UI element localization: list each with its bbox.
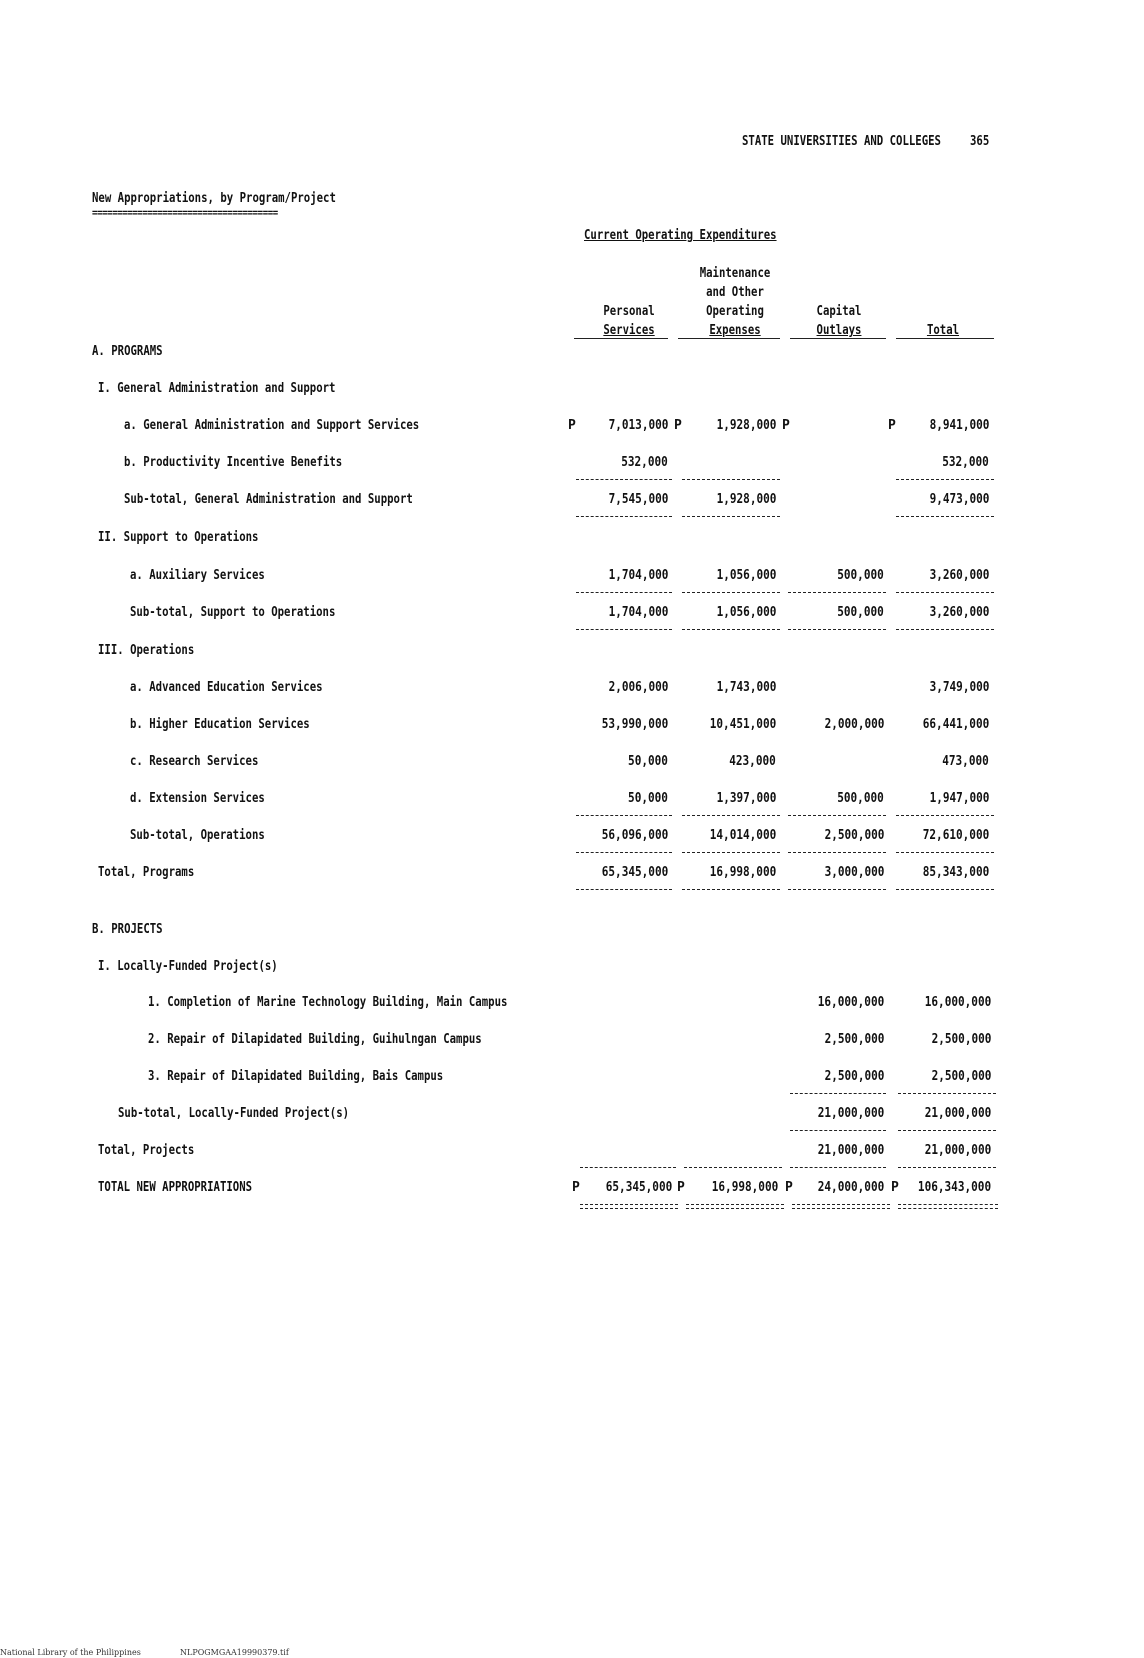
- ops-sub-ps: 56,096,000: [601, 828, 668, 843]
- lfp-sub-co: 21,000,000: [817, 1106, 884, 1121]
- gas-sub-ps: 7,545,000: [608, 492, 668, 507]
- gas-b-label: b. Productivity Incentive Benefits: [124, 455, 343, 470]
- col-mooe-l2: and Other: [706, 285, 764, 300]
- footer-file-id: NLPOGMGAA19990379.tif: [180, 1648, 289, 1657]
- gas-b-total: 532,000: [942, 455, 989, 470]
- project-1-label: 1. Completion of Marine Technology Building, Main Campus: [148, 995, 508, 1010]
- peso-sign: P: [572, 1180, 580, 1195]
- sto-a-co: 500,000: [837, 568, 884, 583]
- col-personal-services-l2: Services: [603, 323, 655, 338]
- col-mooe-l3: Operating: [706, 304, 764, 319]
- ops-b-label: b. Higher Education Services: [130, 717, 310, 732]
- project-3-total: 2,500,000: [931, 1069, 991, 1084]
- col-capital-outlays-l1: Capital: [816, 304, 862, 319]
- ops-c-label: c. Research Services: [130, 754, 259, 769]
- peso-sign: P: [888, 418, 896, 433]
- projects-total-label: Total, Projects: [98, 1143, 195, 1158]
- programs-total-ps: 65,345,000: [601, 865, 668, 880]
- gas-a-ps: 7,013,000: [608, 418, 668, 433]
- sto-sub-label: Sub-total, Support to Operations: [130, 605, 336, 620]
- programs-total-total: 85,343,000: [922, 865, 989, 880]
- page-number: 365: [970, 134, 990, 149]
- gas-sub-mooe: 1,928,000: [716, 492, 776, 507]
- col-mooe-l1: Maintenance: [699, 266, 771, 281]
- sto-a-mooe: 1,056,000: [716, 568, 776, 583]
- ops-d-total: 1,947,000: [929, 791, 989, 806]
- grand-total-ps: 65,345,000: [605, 1180, 672, 1195]
- peso-sign: P: [568, 418, 576, 433]
- lfp-label: I. Locally-Funded Project(s): [98, 959, 278, 974]
- peso-sign: P: [674, 418, 682, 433]
- ops-c-ps: 50,000: [628, 754, 668, 769]
- sto-sub-total: 3,260,000: [929, 605, 989, 620]
- ops-label: III. Operations: [98, 643, 195, 658]
- col-mooe-l4: Expenses: [709, 323, 761, 338]
- gas-b-ps: 532,000: [621, 455, 668, 470]
- programs-total-label: Total, Programs: [98, 865, 195, 880]
- programs-total-co: 3,000,000: [824, 865, 884, 880]
- project-2-total: 2,500,000: [931, 1032, 991, 1047]
- sto-a-label: a. Auxiliary Services: [130, 568, 265, 583]
- ops-d-label: d. Extension Services: [130, 791, 265, 806]
- gas-sub-total: 9,473,000: [929, 492, 989, 507]
- col-personal-services-l1: Personal: [603, 304, 655, 319]
- ops-b-co: 2,000,000: [824, 717, 884, 732]
- ops-a-label: a. Advanced Education Services: [130, 680, 323, 695]
- ops-c-mooe: 423,000: [729, 754, 776, 769]
- programs-total-mooe: 16,998,000: [709, 865, 776, 880]
- grand-total-total: 106,343,000: [917, 1180, 991, 1195]
- project-3-co: 2,500,000: [824, 1069, 884, 1084]
- peso-sign: P: [785, 1180, 793, 1195]
- ops-d-co: 500,000: [837, 791, 884, 806]
- project-3-label: 3. Repair of Dilapidated Building, Bais Campus: [148, 1069, 444, 1084]
- ops-sub-label: Sub-total, Operations: [130, 828, 265, 843]
- sto-sub-mooe: 1,056,000: [716, 605, 776, 620]
- project-2-co: 2,500,000: [824, 1032, 884, 1047]
- grand-total-label: TOTAL NEW APPROPRIATIONS: [98, 1180, 253, 1195]
- lfp-sub-total: 21,000,000: [924, 1106, 991, 1121]
- ops-d-mooe: 1,397,000: [716, 791, 776, 806]
- project-2-label: 2. Repair of Dilapidated Building, Guihulngan Campus: [148, 1032, 482, 1047]
- ops-sub-co: 2,500,000: [824, 828, 884, 843]
- projects-heading: B. PROJECTS: [92, 922, 163, 937]
- projects-total-total: 21,000,000: [924, 1143, 991, 1158]
- gas-label: I. General Administration and Support: [98, 381, 336, 396]
- programs-heading: A. PROGRAMS: [92, 344, 163, 359]
- ops-d-ps: 50,000: [628, 791, 668, 806]
- sto-a-ps: 1,704,000: [608, 568, 668, 583]
- gas-a-total: 8,941,000: [929, 418, 989, 433]
- projects-total-co: 21,000,000: [817, 1143, 884, 1158]
- sto-a-total: 3,260,000: [929, 568, 989, 583]
- column-group-header: Current Operating Expenditures: [584, 228, 777, 243]
- grand-total-mooe: 16,998,000: [711, 1180, 778, 1195]
- project-1-total: 16,000,000: [924, 995, 991, 1010]
- ops-b-mooe: 10,451,000: [709, 717, 776, 732]
- gas-a-label: a. General Administration and Support Services: [124, 418, 420, 433]
- grand-total-co: 24,000,000: [817, 1180, 884, 1195]
- gas-a-mooe: 1,928,000: [716, 418, 776, 433]
- sto-sub-co: 500,000: [837, 605, 884, 620]
- gas-sub-label: Sub-total, General Administration and Support: [124, 492, 413, 507]
- peso-sign: P: [677, 1180, 685, 1195]
- ops-c-total: 473,000: [942, 754, 989, 769]
- sto-label: II. Support to Operations: [98, 530, 259, 545]
- sto-sub-ps: 1,704,000: [608, 605, 668, 620]
- ops-sub-mooe: 14,014,000: [709, 828, 776, 843]
- ops-a-ps: 2,006,000: [608, 680, 668, 695]
- ops-a-mooe: 1,743,000: [716, 680, 776, 695]
- ops-b-ps: 53,990,000: [601, 717, 668, 732]
- col-total: Total: [926, 323, 960, 338]
- footer-library: National Library of the Philippines: [0, 1648, 141, 1657]
- project-1-co: 16,000,000: [817, 995, 884, 1010]
- ops-b-total: 66,441,000: [922, 717, 989, 732]
- ops-sub-total: 72,610,000: [922, 828, 989, 843]
- doc-title: New Appropriations, by Program/Project: [92, 191, 336, 206]
- doc-title-rule: =====================================: [92, 206, 278, 219]
- peso-sign: P: [891, 1180, 899, 1195]
- section-title: STATE UNIVERSITIES AND COLLEGES: [742, 134, 941, 149]
- ops-a-total: 3,749,000: [929, 680, 989, 695]
- col-capital-outlays-l2: Outlays: [816, 323, 862, 338]
- peso-sign: P: [782, 418, 790, 433]
- lfp-sub-label: Sub-total, Locally-Funded Project(s): [118, 1106, 350, 1121]
